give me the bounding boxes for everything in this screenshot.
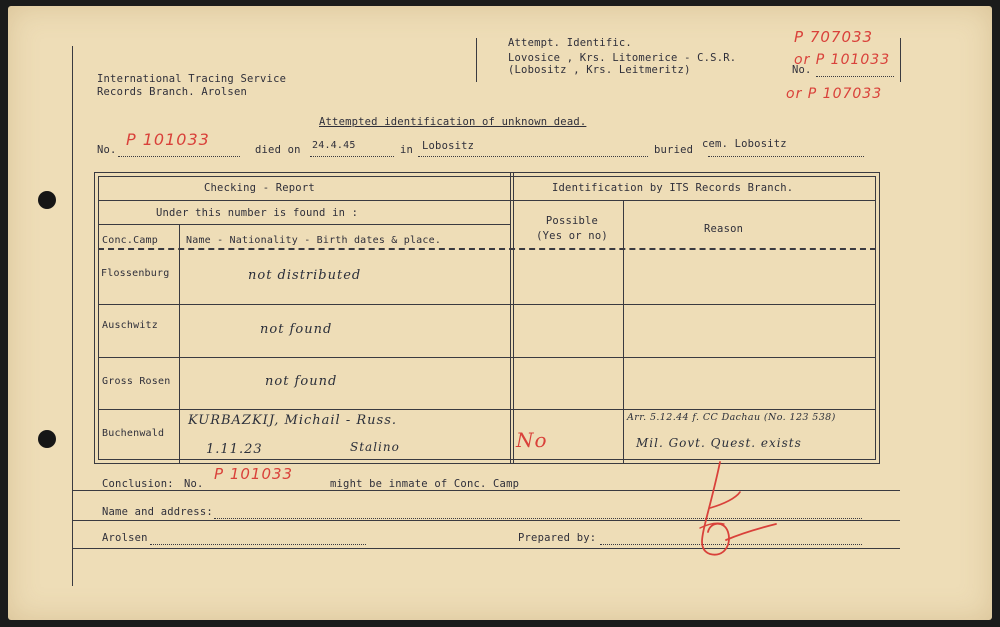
death-place: Lobositz (422, 140, 475, 152)
buried-place: cem. Lobositz (702, 138, 787, 150)
conclusion-number: P 101033 (214, 465, 294, 483)
place-dots (418, 156, 648, 157)
col-camp-header: Conc.Camp (102, 235, 158, 246)
row-camp-flossenburg: Flossenburg (101, 268, 170, 279)
ref-number-3: or P 107033 (786, 86, 883, 102)
identification-header: Identification by ITS Records Branch. (552, 182, 794, 194)
row-entry-gross-rosen: not found (265, 374, 338, 389)
conclusion-text: might be inmate of Conc. Camp (330, 478, 520, 490)
name-address-label: Name and address: (102, 506, 213, 518)
buried-label: buried (654, 144, 694, 156)
row-line-1 (98, 304, 876, 305)
header-no-label: No. (792, 64, 812, 76)
row-reason-line-1: Arr. 5.12.44 f. CC Dachau (No. 123 538) (627, 412, 836, 423)
record-no-label: No. (97, 144, 117, 156)
punch-hole-bottom (38, 430, 56, 448)
row-entry-birthplace: Stalino (350, 440, 400, 454)
col-reason-header: Reason (704, 223, 744, 235)
header-box-left (476, 38, 477, 82)
checking-header: Checking - Report (204, 182, 315, 194)
died-date: 24.4.45 (312, 140, 356, 151)
table-split-line-2 (513, 172, 514, 464)
conclusion-no-dots (208, 490, 320, 491)
left-margin-line (72, 46, 73, 586)
possible-column-line (623, 200, 624, 464)
row-entry-flossenburg: not distributed (248, 268, 362, 283)
punch-hole-top (38, 191, 56, 209)
ref-number-1: P 707033 (794, 28, 874, 46)
attempt-title: Attempt. Identific. (508, 37, 632, 49)
table-split-line (510, 172, 511, 464)
col-possible-header: Possible (Yes or no) (536, 215, 608, 242)
buried-dots (708, 156, 864, 157)
signature-mark (680, 458, 790, 568)
location-line-1: Lovosice , Krs. Litomerice - C.S.R. (508, 52, 737, 64)
camp-column-line (179, 224, 180, 464)
row-entry-auschwitz: not found (260, 322, 333, 337)
row-camp-auschwitz: Auschwitz (102, 320, 158, 331)
org-line-1: International Tracing Service (97, 73, 287, 85)
died-dots (310, 156, 394, 157)
in-label: in (400, 144, 414, 156)
form-title: Attempted identification of unknown dead. (319, 116, 587, 128)
ref-number-2: or P 101033 (794, 52, 891, 68)
conclusion-no-label: No. (184, 478, 204, 490)
row-entry-birthdate: 1.11.23 (206, 442, 263, 457)
location-line-2: (Lobositz , Krs. Leitmeritz) (508, 64, 691, 76)
arolsen-label: Arolsen (102, 532, 148, 544)
row-camp-buchenwald: Buchenwald (102, 428, 165, 439)
table-header-line-2 (98, 224, 510, 225)
row-possible-answer: No (516, 428, 548, 452)
found-in-header: Under this number is found in : (156, 207, 359, 219)
row-entry-name: KURBAZKIJ, Michail - Russ. (188, 413, 398, 428)
row-line-3 (98, 409, 876, 410)
header-no-dots (816, 76, 894, 77)
record-card (8, 6, 992, 620)
record-no-dots (118, 156, 240, 157)
row-camp-gross-rosen: Gross Rosen (102, 376, 171, 387)
record-number: P 101033 (126, 130, 210, 149)
row-reason-line-2: Mil. Govt. Quest. exists (636, 436, 802, 450)
prepared-by-label: Prepared by: (518, 532, 597, 544)
table-header-line-3 (98, 248, 876, 250)
col-name-header: Name - Nationality - Birth dates & place. (186, 235, 442, 246)
row-line-2 (98, 357, 876, 358)
died-label: died on (255, 144, 301, 156)
header-box-right (900, 38, 901, 82)
org-line-2: Records Branch. Arolsen (97, 86, 247, 98)
conclusion-label: Conclusion: (102, 478, 174, 490)
arolsen-dots (150, 544, 366, 545)
table-header-line-1 (98, 200, 876, 201)
